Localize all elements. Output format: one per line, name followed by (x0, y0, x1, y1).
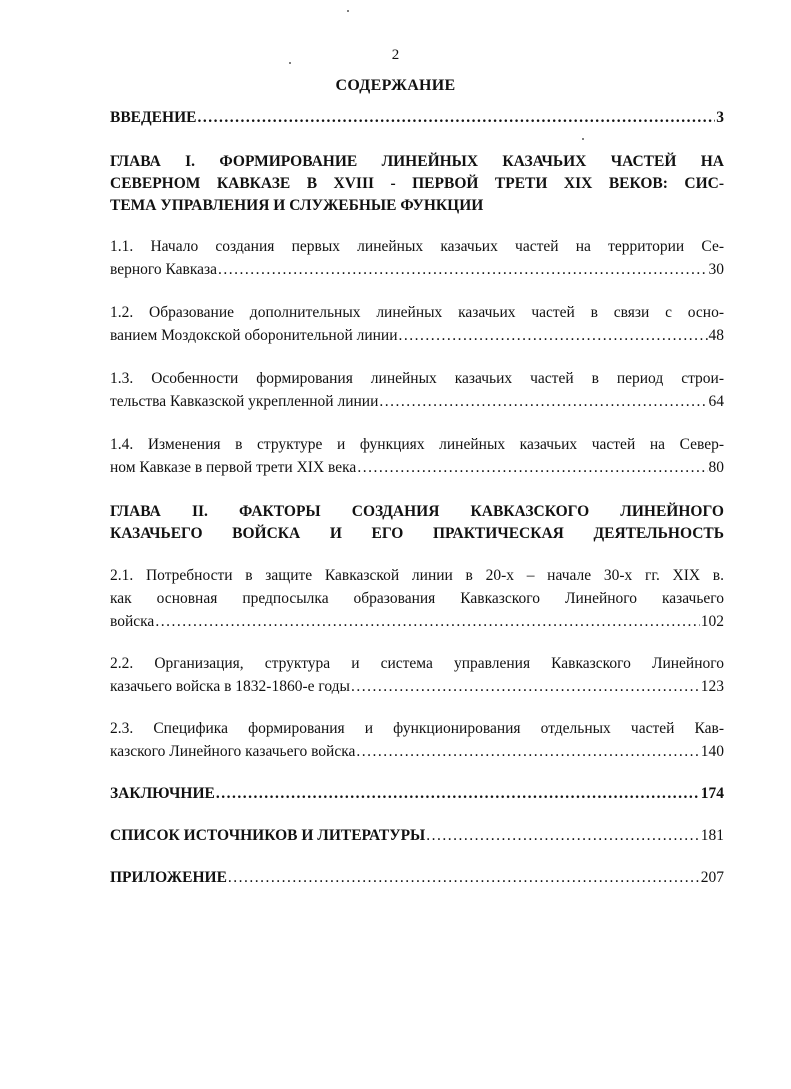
chapter-2-heading[interactable] (110, 501, 724, 545)
toc-entry-line: казского Линейного казачьего войска (110, 743, 356, 760)
toc-entry-line: 2.2. Организация, структура и система управления Кавказского Линейного (110, 655, 724, 672)
dot-leader (399, 324, 708, 347)
toc-entry-page: 140 (700, 743, 724, 760)
toc-entry-page: 80 (708, 459, 724, 476)
toc-entry-2-3[interactable] (110, 717, 724, 763)
toc-entry-2-2[interactable] (110, 652, 724, 698)
dot-leader (197, 106, 715, 129)
toc-entry-page: 64 (708, 393, 724, 410)
toc-entry-line: тельства Кавказской укрепленной линии (110, 393, 379, 410)
toc-entry-page: 123 (700, 678, 724, 695)
toc-entry-line: 2.1. Потребности в защите Кавказской линии в 20-х – начале 30-х гг. XIX в. (110, 567, 724, 584)
dot-leader (216, 782, 700, 805)
toc-entry-introduction[interactable] (110, 106, 724, 129)
toc-entry-line: 1.2. Образование дополнительных линейных казачьих частей в связи с осно- (110, 304, 724, 321)
toc-entry-label: ПРИЛОЖЕНИЕ (110, 869, 227, 886)
toc-entry-2-1[interactable] (110, 564, 724, 633)
toc-entry-line: верного Кавказа (110, 261, 218, 278)
dot-leader (155, 610, 699, 633)
toc-entry-line: как основная предпосылка образования Кавказского Линейного казачьего (110, 590, 724, 607)
toc-entry-1-4[interactable] (110, 433, 724, 479)
toc-entry-line: ном Кавказе в первой трети XIX века (110, 459, 357, 476)
page-number: 2 (391, 47, 400, 63)
toc-entry-label: СПИСОК ИСТОЧНИКОВ И ЛИТЕРАТУРЫ (110, 827, 426, 844)
toc-entry-1-2[interactable] (110, 301, 724, 347)
chapter-2-line-1: ГЛАВА II. ФАКТОРЫ СОЗДАНИЯ КАВКАЗСКОГО ЛИНЕЙНОГО (110, 503, 724, 520)
toc-entry-label: ВВЕДЕНИЕ (110, 109, 197, 126)
toc-entry-sources[interactable] (110, 824, 724, 847)
toc-entry-line: 1.1. Начало создания первых линейных казачьих частей на территории Се- (110, 238, 724, 255)
dot-leader (357, 456, 707, 479)
toc-title: СОДЕРЖАНИЕ (335, 77, 456, 94)
toc-entry-line: войска (110, 613, 155, 630)
toc-entry-conclusion[interactable] (110, 782, 724, 805)
toc-entry-page: 174 (700, 785, 724, 802)
dot-leader (351, 675, 700, 698)
dot-leader (356, 740, 699, 763)
scan-speck (347, 10, 349, 12)
dot-leader (228, 866, 700, 889)
chapter-1-heading[interactable] (110, 151, 724, 217)
toc-entry-page: 48 (708, 327, 724, 344)
toc-entry-line: 2.3. Специфика формирования и функционирования отдельных частей Кав- (110, 720, 724, 737)
toc-entry-line: ванием Моздокской оборонительной линии (110, 327, 398, 344)
table-of-contents (110, 106, 724, 889)
chapter-2-line-2: КАЗАЧЬЕГО ВОЙСКА И ЕГО ПРАКТИЧЕСКАЯ ДЕЯТЕЛЬНОСТЬ (110, 525, 724, 542)
toc-entry-page: 30 (708, 261, 724, 278)
toc-entry-appendix[interactable] (110, 866, 724, 889)
toc-entry-line: казачьего войска в 1832-1860-е годы (110, 678, 350, 695)
chapter-1-line-2: СЕВЕРНОМ КАВКАЗЕ В XVIII - ПЕРВОЙ ТРЕТИ XIX ВЕКОВ: СИС- (110, 175, 724, 192)
chapter-1-line-1: ГЛАВА I. ФОРМИРОВАНИЕ ЛИНЕЙНЫХ КАЗАЧЬИХ ЧАСТЕЙ НА (110, 153, 724, 170)
toc-entry-label: ЗАКЛЮЧНИЕ (110, 785, 215, 802)
toc-entry-line: 1.4. Изменения в структуре и функциях линейных казачьих частей на Север- (110, 436, 724, 453)
toc-entry-page: 181 (700, 827, 724, 844)
toc-entry-page: 3 (716, 109, 724, 126)
toc-entry-line: 1.3. Особенности формирования линейных казачьих частей в период строи- (110, 370, 724, 387)
toc-entry-page: 207 (700, 869, 724, 886)
dot-leader (218, 258, 707, 281)
dot-leader (426, 824, 699, 847)
toc-entry-page: 102 (700, 613, 724, 630)
toc-entry-1-1[interactable] (110, 235, 724, 281)
dot-leader (379, 390, 707, 413)
toc-entry-1-3[interactable] (110, 367, 724, 413)
chapter-1-line-3: ТЕМА УПРАВЛЕНИЯ И СЛУЖЕБНЫЕ ФУНКЦИИ (110, 197, 484, 214)
